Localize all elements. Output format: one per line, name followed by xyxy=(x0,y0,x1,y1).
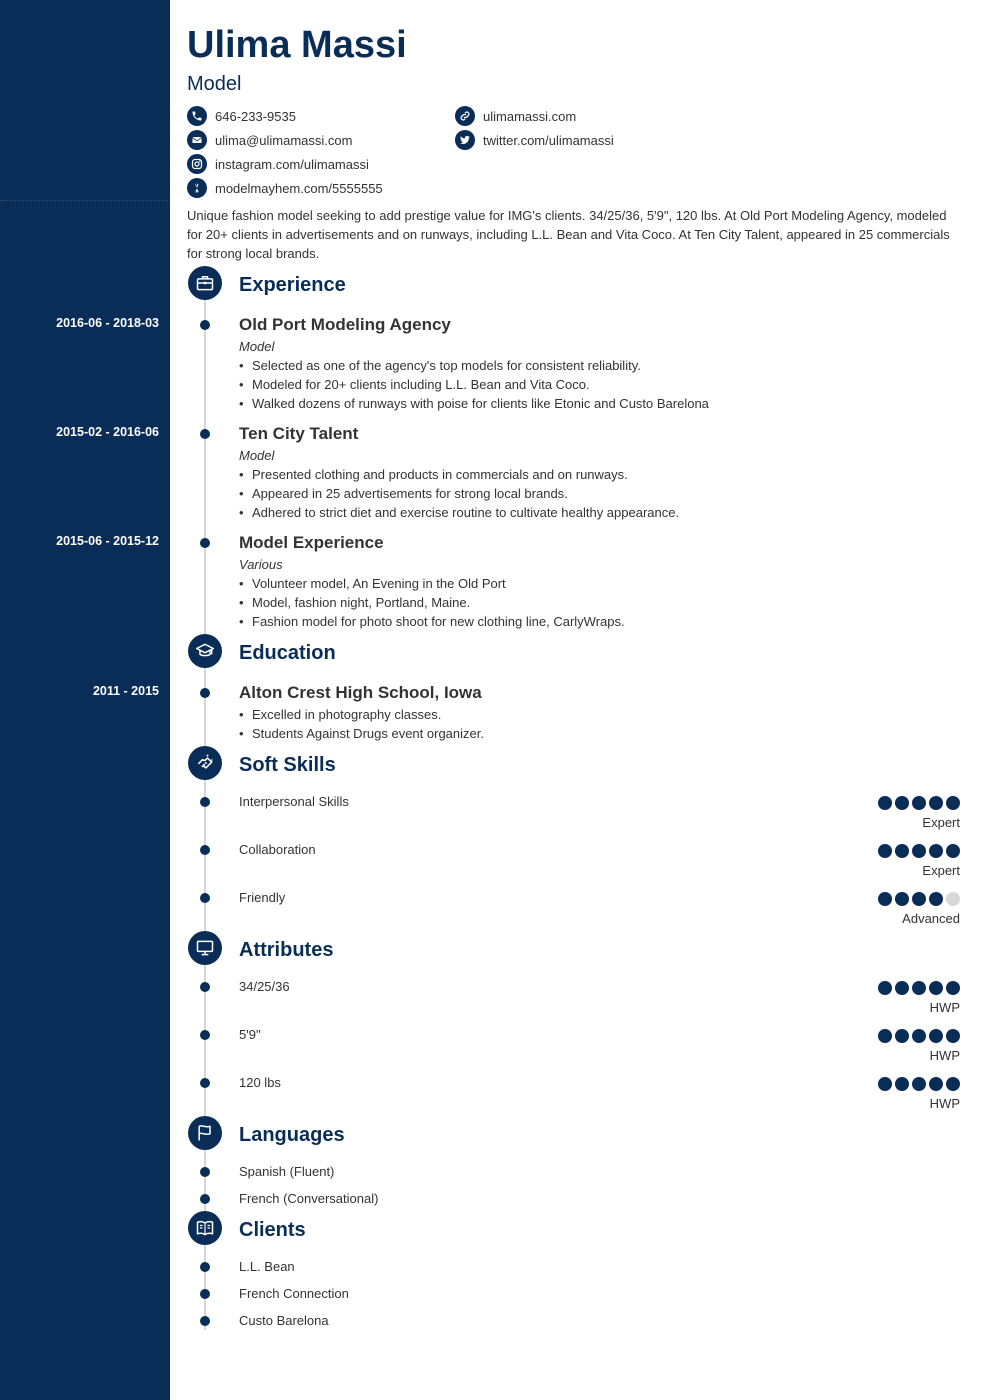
skill-rating xyxy=(878,844,960,858)
job-bullet: • Model, fashion night, Portland, Maine. xyxy=(239,593,959,612)
contact-modelmayhem-text: modelmayhem.com/5555555 xyxy=(215,180,383,196)
job-bullet: • Presented clothing and products in commercials and on runways. xyxy=(239,465,959,484)
rating-dot-filled xyxy=(878,892,892,906)
rating-dot-filled xyxy=(912,981,926,995)
rating-dot-filled xyxy=(878,981,892,995)
attribute-level: HWP xyxy=(929,1096,960,1111)
rating-dot-filled xyxy=(929,981,943,995)
attribute-rating xyxy=(878,1077,960,1091)
job-bullet: • Selected as one of the agency's top models for consistent reliability. xyxy=(239,356,959,375)
contact-modelmayhem[interactable] xyxy=(187,177,383,199)
timeline-dot xyxy=(200,429,210,439)
job-position: Model xyxy=(239,339,275,354)
education-dates: 2011 - 2015 xyxy=(92,684,159,698)
job-dates: 2015-06 - 2015-12 xyxy=(56,534,159,548)
skill-label: Friendly xyxy=(239,890,286,905)
contact-phone[interactable] xyxy=(187,105,296,127)
education-bullet: • Excelled in photography classes. xyxy=(239,705,959,724)
job-company: Model Experience xyxy=(239,533,384,552)
rating-dot-filled xyxy=(878,796,892,810)
skill-level: Advanced xyxy=(902,911,960,926)
education-bullet: • Students Against Drugs event organizer. xyxy=(239,724,959,743)
job-bullet: • Modeled for 20+ clients including L.L. Bean and Vita Coco. xyxy=(239,375,959,394)
profile-summary: Unique fashion model seeking to add prestige value for IMG's clients. 34/25/36, 5'9", 120 lbs. At Old Port Modeling Agency, modeled for 20+ clients in advertisements and on runways, including L.L. Bean and Vita Coco. At Ten City Talent, appeared in 25 commercials for strong local brands. xyxy=(187,208,950,261)
job-company: Ten City Talent xyxy=(239,424,359,443)
contact-twitter-text: twitter.com/ulimamassi xyxy=(483,132,614,148)
job-bullet: • Adhered to strict diet and exercise routine to cultivate healthy appearance. xyxy=(239,503,959,522)
rating-dot-filled xyxy=(946,796,960,810)
attribute-label: 5'9" xyxy=(239,1027,261,1042)
rating-dot-filled xyxy=(946,1077,960,1091)
rating-dot-filled xyxy=(912,1029,926,1043)
rating-dot-filled xyxy=(878,1077,892,1091)
rating-dot-filled xyxy=(929,844,943,858)
flag-icon xyxy=(188,1116,222,1150)
timeline-dot xyxy=(200,1262,210,1272)
timeline-dot xyxy=(200,893,210,903)
rating-dot-filled xyxy=(895,1029,909,1043)
clients-heading: Clients xyxy=(239,1219,306,1241)
link-icon xyxy=(455,106,475,126)
monitor-icon xyxy=(188,931,222,965)
rating-dot-filled xyxy=(912,796,926,810)
job-bullet: • Appeared in 25 advertisements for strong local brands. xyxy=(239,484,959,503)
education-school: Alton Crest High School, Iowa xyxy=(239,683,482,702)
timeline-dot xyxy=(200,538,210,548)
graduation-cap-icon xyxy=(188,634,222,668)
rating-dot-filled xyxy=(912,892,926,906)
contact-phone-text: 646-233-9535 xyxy=(215,108,296,124)
rating-dot-filled xyxy=(895,796,909,810)
experience-heading: Experience xyxy=(239,274,346,296)
rating-dot-filled xyxy=(929,796,943,810)
contact-email-text: ulima@ulimamassi.com xyxy=(215,132,353,148)
job-dates: 2015-02 - 2016-06 xyxy=(56,425,159,439)
book-icon xyxy=(188,1211,222,1245)
skill-label: Collaboration xyxy=(239,842,316,857)
twitter-icon xyxy=(455,130,475,150)
job-position: Model xyxy=(239,448,275,463)
rating-dot-filled xyxy=(878,844,892,858)
job-dates: 2016-06 - 2018-03 xyxy=(56,316,159,330)
contact-website-text: ulimamassi.com xyxy=(483,108,577,124)
contact-instagram-text: instagram.com/ulimamassi xyxy=(215,156,369,172)
timeline-dot xyxy=(200,320,210,330)
client-item: L.L. Bean xyxy=(239,1259,295,1274)
rating-dot-filled xyxy=(895,981,909,995)
contact-twitter[interactable] xyxy=(455,129,614,151)
job-bullets xyxy=(239,356,959,413)
client-item: French Connection xyxy=(239,1286,349,1301)
rating-dot-filled xyxy=(895,1077,909,1091)
briefcase-icon xyxy=(188,266,222,300)
attribute-level: HWP xyxy=(929,1000,960,1015)
attribute-label: 120 lbs xyxy=(239,1075,281,1090)
skill-label: Interpersonal Skills xyxy=(239,794,349,809)
rating-dot-filled xyxy=(946,1029,960,1043)
skill-rating xyxy=(878,796,960,810)
job-bullet: • Walked dozens of runways with poise for clients like Etonic and Custo Barelona xyxy=(239,394,959,413)
timeline-dot xyxy=(200,845,210,855)
education-bullets xyxy=(239,705,959,743)
education-heading: Education xyxy=(239,642,336,664)
rating-dot-filled xyxy=(878,1029,892,1043)
attribute-rating xyxy=(878,1029,960,1043)
timeline-dot xyxy=(200,1316,210,1326)
job-company: Old Port Modeling Agency xyxy=(239,315,451,334)
soft-skills-heading: Soft Skills xyxy=(239,754,336,776)
attribute-label: 34/25/36 xyxy=(239,979,290,994)
timeline-dot xyxy=(200,1078,210,1088)
client-item: Custo Barelona xyxy=(239,1313,329,1328)
candidate-role: Model xyxy=(187,73,242,95)
sidebar xyxy=(0,0,170,1400)
email-icon xyxy=(187,130,207,150)
rating-dot-filled xyxy=(895,892,909,906)
handshake-icon xyxy=(188,746,222,780)
language-item: Spanish (Fluent) xyxy=(239,1164,335,1179)
job-position: Various xyxy=(239,557,283,572)
job-bullets xyxy=(239,574,959,631)
job-bullets xyxy=(239,465,959,522)
modelmayhem-icon xyxy=(187,178,207,198)
rating-dot-filled xyxy=(929,892,943,906)
languages-heading: Languages xyxy=(239,1124,345,1146)
attributes-heading: Attributes xyxy=(239,939,334,961)
rating-dot-filled xyxy=(929,1029,943,1043)
instagram-icon xyxy=(187,154,207,174)
timeline-dot xyxy=(200,1030,210,1040)
rating-dot-filled xyxy=(929,1077,943,1091)
skill-level: Expert xyxy=(922,863,960,878)
attribute-rating xyxy=(878,981,960,995)
contact-website[interactable] xyxy=(455,105,576,127)
rating-dot-filled xyxy=(912,844,926,858)
candidate-name: Ulima Massi xyxy=(187,24,407,66)
attribute-level: HWP xyxy=(929,1048,960,1063)
sidebar-divider xyxy=(0,200,170,201)
timeline-dot xyxy=(200,1289,210,1299)
skill-level: Expert xyxy=(922,815,960,830)
timeline-dot xyxy=(200,797,210,807)
rating-dot-filled xyxy=(946,981,960,995)
timeline-dot xyxy=(200,688,210,698)
contact-email[interactable] xyxy=(187,129,352,151)
rating-dot-filled xyxy=(912,1077,926,1091)
skill-rating xyxy=(878,892,960,906)
rating-dot-filled xyxy=(895,844,909,858)
timeline-dot xyxy=(200,1167,210,1177)
phone-icon xyxy=(187,106,207,126)
job-bullet: • Fashion model for photo shoot for new clothing line, CarlyWraps. xyxy=(239,612,959,631)
rating-dot-filled xyxy=(946,844,960,858)
job-bullet: • Volunteer model, An Evening in the Old Port xyxy=(239,574,959,593)
timeline-dot xyxy=(200,1194,210,1204)
rating-dot-empty xyxy=(946,892,960,906)
contact-instagram[interactable] xyxy=(187,153,369,175)
language-item: French (Conversational) xyxy=(239,1191,379,1206)
timeline-dot xyxy=(200,982,210,992)
